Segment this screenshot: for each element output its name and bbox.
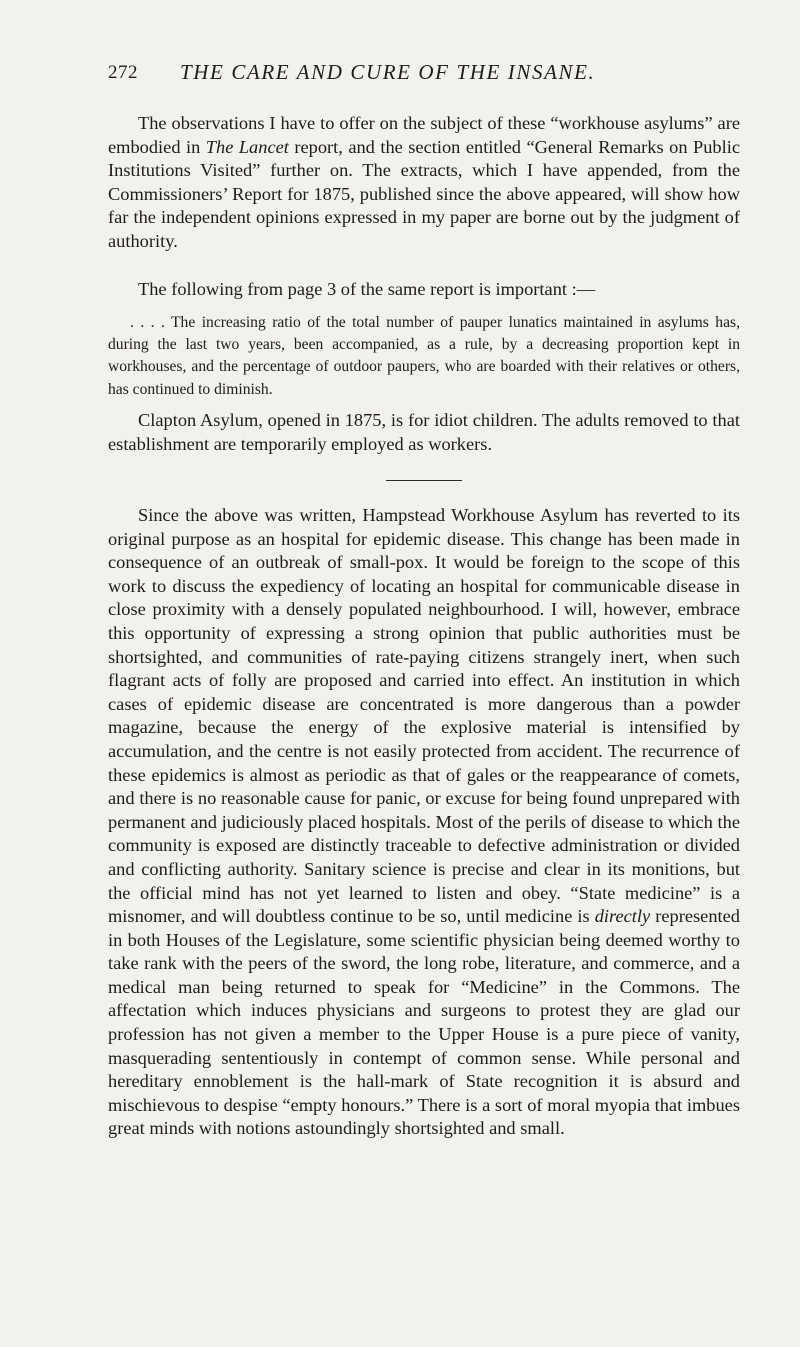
paragraph-text: The observations I have to offer on the subject of these “workhouse asylums” are embodied in [108,113,740,157]
block-quote-report: . . . . The increasing ratio of the total number of pauper lunatics maintained in asylums has, during the last two years, been accompanied, as a rule, by a decreasing proportion kept in workhouses, and the percentage of outdoor paupers, who are boarded with their relatives or others, has continued to diminish. [108,314,740,398]
paragraph-hampstead-workhouse [108,504,740,1141]
paragraph-text: report, and the section entitled “General Remarks on Public Institutions Visited” further on. The extracts, which I have appended, from the Commissioners’ Report for 1875, published since the above appeared, will show how far the independent opinions expressed in my paper are borne out by the judgment of authority. [108,136,740,251]
paragraph-text: Since the above was written, Hampstead Workhouse Asylum has reverted to its original purpose as an hospital for epidemic disease. This change has been made in consequence of an outbreak of small-pox. It would be foreign to the scope of this work to discuss the expediency of locating an hospital for communicable disease in close proximity with a densely populated neighbourhood. I will, however, embrace this opportunity of expressing a strong opinion that public authorities must be shortsighted, and communities of rate-paying citizens strangely inert, when such flagrant acts of folly are proposed and carried into effect. An institution in which cases of epidemic disease are concentrated is more dangerous than a powder magazine, because the energy of the explosive material is intensified by accumulation, and the centre is not easily protected from accident. The recurrence of these epidemics is almost as periodic as that of gales or the reappearance of comets, and there is no reasonable cause for panic, or excuse for being found unprepared with permanent and judiciously placed hospitals. Most of the perils of disease to which the community is exposed are distinctly traceable to defective administration or divided and conflicting authority. Sanitary science is precise and clear in its monitions, but the official mind has not yet learned to listen and obey. “State medicine” is a misnomer, and will doubtless continue to be so, until medicine is [108,505,740,927]
paragraph-workhouse-asylums [108,112,740,254]
running-title: THE CARE AND CURE OF THE INSANE. [180,60,596,84]
italic-journal-title: The Lancet [205,136,289,157]
paragraph-text: represented in both Houses of the Legislature, some scientific physician being deemed worthy to take rank with the peers of the sword, the long robe, literature, and commerce, and a medical man being returned to speak for “Medicine” in the Commons. The affectation which induces physicians and surgeons to protest they are glad our profession has not given a member to the Upper House is a pure piece of vanity, masquerading sententiously in contempt of common sense. While personal and hereditary ennoblement is the hall-mark of State recognition it is absurd and mischievous to despise “empty honours.” There is a sort of moral myopia that imbues great minds with notions astoundingly shortsighted and small. [108,906,740,1139]
section-divider-rule [386,480,462,481]
page-number: 272 [108,62,138,83]
page-header [108,60,668,94]
paragraph-following-report: The following from page 3 of the same report is important :— [138,279,596,299]
paragraph-clapton-asylum: Clapton Asylum, opened in 1875, is for idiot children. The adults removed to that establishment are temporarily employed as workers. [108,410,740,454]
italic-emphasis: directly [594,906,651,927]
